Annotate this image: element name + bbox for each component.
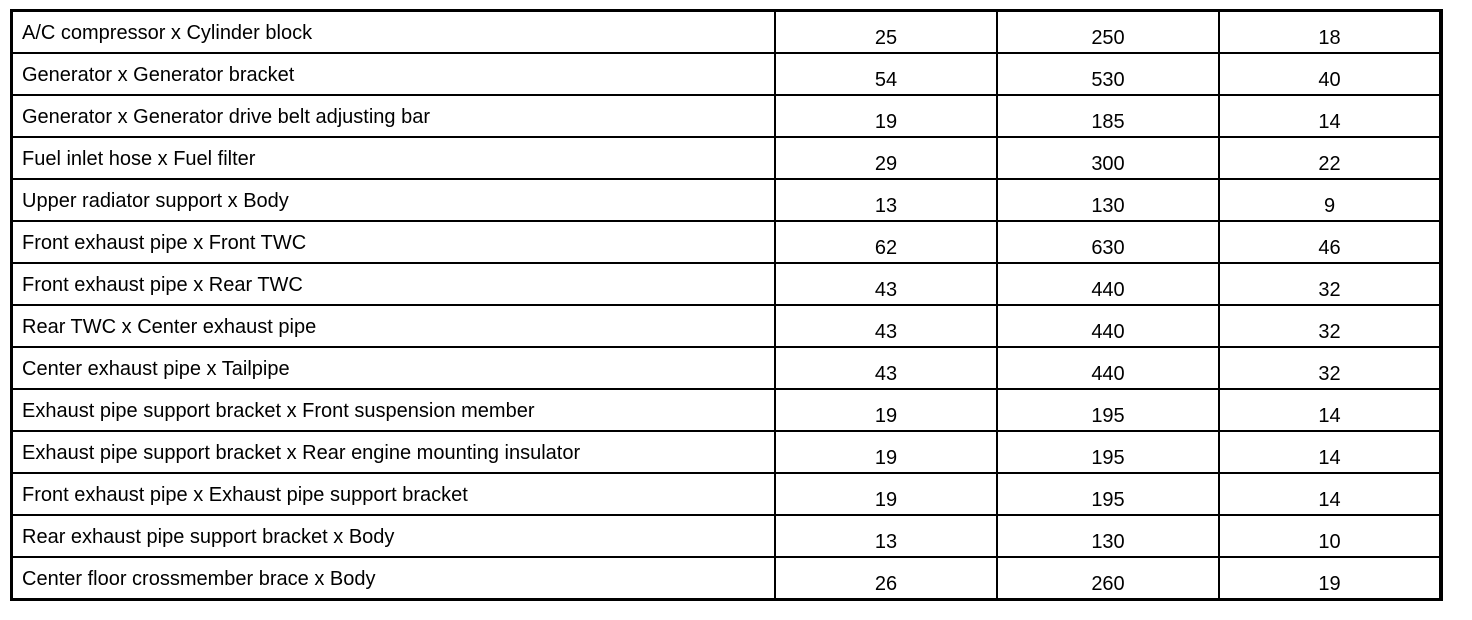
torque-spec-table-body	[13, 11, 1439, 599]
ft-lbf-cell: 18	[1219, 11, 1439, 53]
nm-cell: 43	[775, 263, 997, 305]
part-cell: Front exhaust pipe x Front TWC	[13, 221, 775, 263]
table-row	[13, 305, 1439, 347]
part-cell: A/C compressor x Cylinder block	[13, 11, 775, 53]
ft-lbf-cell: 9	[1219, 179, 1439, 221]
part-cell: Fuel inlet hose x Fuel filter	[13, 137, 775, 179]
part-cell: Exhaust pipe support bracket x Front suspension member	[13, 389, 775, 431]
kgf-cm-cell: 440	[997, 305, 1219, 347]
kgf-cm-cell: 630	[997, 221, 1219, 263]
kgf-cm-cell: 440	[997, 263, 1219, 305]
nm-cell: 25	[775, 11, 997, 53]
part-cell: Exhaust pipe support bracket x Rear engine mounting insulator	[13, 431, 775, 473]
ft-lbf-cell: 10	[1219, 515, 1439, 557]
kgf-cm-cell: 130	[997, 515, 1219, 557]
nm-cell: 54	[775, 53, 997, 95]
part-cell: Upper radiator support x Body	[13, 179, 775, 221]
torque-spec-table-container	[10, 9, 1443, 601]
nm-cell: 19	[775, 95, 997, 137]
part-cell: Rear exhaust pipe support bracket x Body	[13, 515, 775, 557]
kgf-cm-cell: 250	[997, 11, 1219, 53]
ft-lbf-cell: 19	[1219, 557, 1439, 599]
kgf-cm-cell: 195	[997, 431, 1219, 473]
ft-lbf-cell: 32	[1219, 263, 1439, 305]
kgf-cm-cell: 440	[997, 347, 1219, 389]
part-cell: Center exhaust pipe x Tailpipe	[13, 347, 775, 389]
table-row	[13, 557, 1439, 599]
part-cell: Generator x Generator drive belt adjusting bar	[13, 95, 775, 137]
nm-cell: 43	[775, 347, 997, 389]
ft-lbf-cell: 22	[1219, 137, 1439, 179]
nm-cell: 19	[775, 431, 997, 473]
part-cell: Rear TWC x Center exhaust pipe	[13, 305, 775, 347]
torque-spec-table	[13, 9, 1439, 599]
nm-cell: 13	[775, 515, 997, 557]
table-row	[13, 263, 1439, 305]
table-row	[13, 137, 1439, 179]
kgf-cm-cell: 530	[997, 53, 1219, 95]
ft-lbf-cell: 14	[1219, 389, 1439, 431]
kgf-cm-cell: 195	[997, 389, 1219, 431]
part-cell: Generator x Generator bracket	[13, 53, 775, 95]
table-row	[13, 347, 1439, 389]
nm-cell: 62	[775, 221, 997, 263]
nm-cell: 26	[775, 557, 997, 599]
nm-cell: 19	[775, 473, 997, 515]
kgf-cm-cell: 130	[997, 179, 1219, 221]
table-row	[13, 515, 1439, 557]
nm-cell: 43	[775, 305, 997, 347]
ft-lbf-cell: 32	[1219, 347, 1439, 389]
kgf-cm-cell: 185	[997, 95, 1219, 137]
ft-lbf-cell: 40	[1219, 53, 1439, 95]
nm-cell: 19	[775, 389, 997, 431]
kgf-cm-cell: 300	[997, 137, 1219, 179]
kgf-cm-cell: 195	[997, 473, 1219, 515]
ft-lbf-cell: 14	[1219, 431, 1439, 473]
table-row	[13, 179, 1439, 221]
ft-lbf-cell: 32	[1219, 305, 1439, 347]
table-row	[13, 473, 1439, 515]
table-row	[13, 11, 1439, 53]
ft-lbf-cell: 46	[1219, 221, 1439, 263]
table-row	[13, 53, 1439, 95]
nm-cell: 13	[775, 179, 997, 221]
part-cell: Front exhaust pipe x Rear TWC	[13, 263, 775, 305]
ft-lbf-cell: 14	[1219, 473, 1439, 515]
part-cell: Center floor crossmember brace x Body	[13, 557, 775, 599]
nm-cell: 29	[775, 137, 997, 179]
table-row	[13, 221, 1439, 263]
part-cell: Front exhaust pipe x Exhaust pipe support bracket	[13, 473, 775, 515]
ft-lbf-cell: 14	[1219, 95, 1439, 137]
table-row	[13, 389, 1439, 431]
kgf-cm-cell: 260	[997, 557, 1219, 599]
table-row	[13, 95, 1439, 137]
table-row	[13, 431, 1439, 473]
